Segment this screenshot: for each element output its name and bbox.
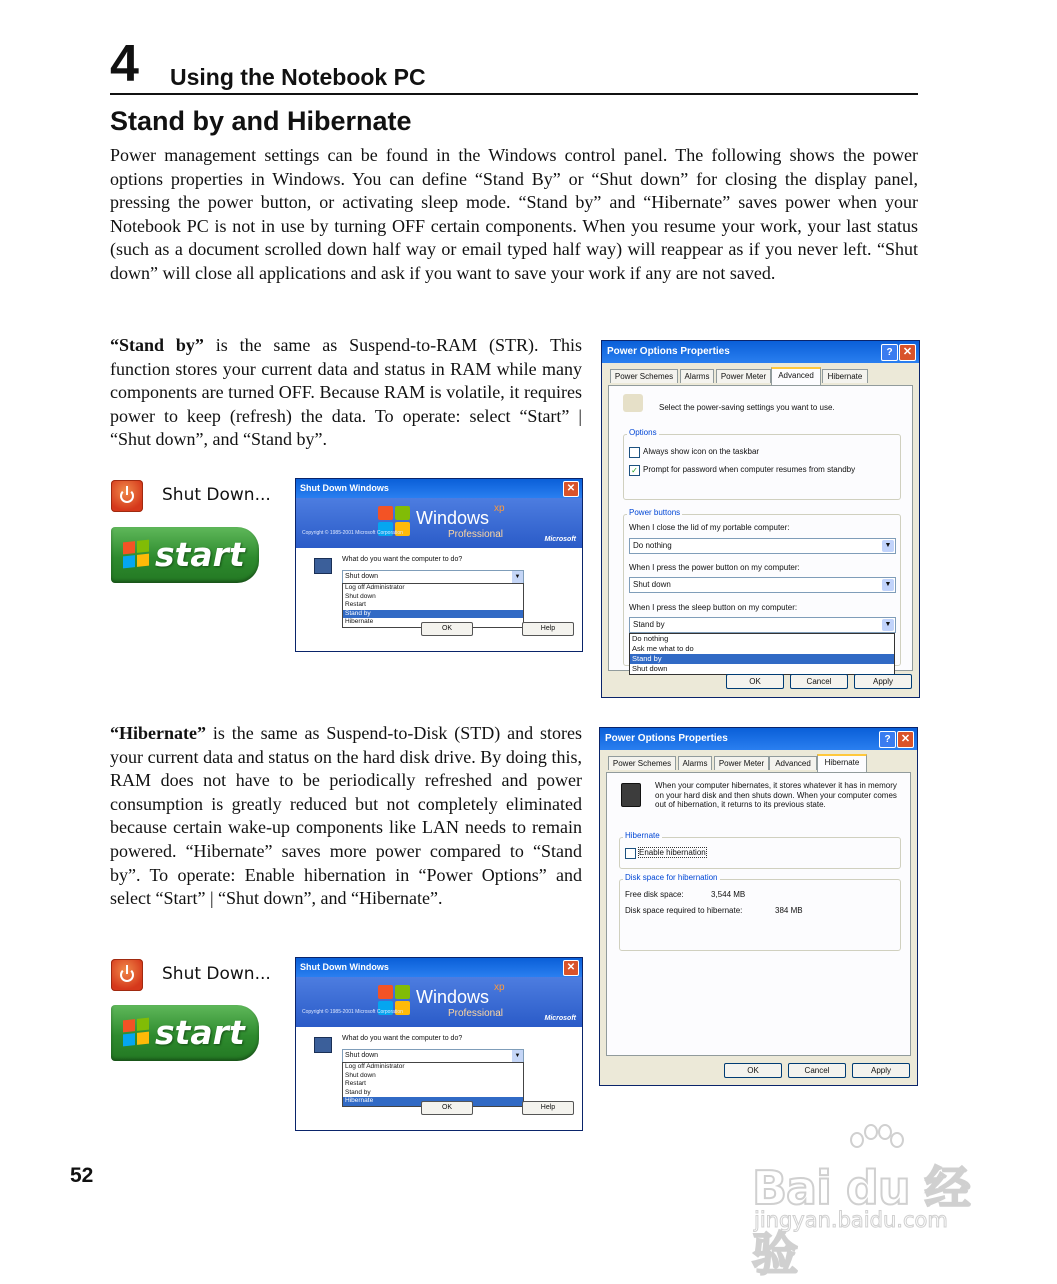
- power-button-label: When I press the power button on my computer:: [629, 563, 800, 572]
- shutdown-label: Shut Down...: [162, 964, 271, 984]
- tab-advanced[interactable]: Advanced: [771, 367, 821, 385]
- intro-paragraph: Power management settings can be found in the Windows control panel. The following shows the power options properties in Windows. You can define “Stand By” or “Shut down” for closing the display panel, pressing the power button, or activating sleep mode. “Stand by” and “Hibernate” saves power when your Notebook PC is not in use by turning OFF certain components. When you resume your work, your last status (such as a document scrolled down half way or email typed half way) will reappear as if you never left. “Shut down” will close all applications and ask if you want to save your work if any are not saved.: [110, 145, 918, 283]
- enable-hibernation-label: Enable hibernation: [639, 848, 706, 857]
- hibernate-term: “Hibernate”: [110, 723, 206, 743]
- shutdown-dialog-standby: [295, 478, 583, 652]
- option-restart[interactable]: Restart: [345, 601, 366, 609]
- windows-xp-banner: [296, 498, 582, 548]
- dialog-titlebar: [600, 728, 917, 750]
- close-icon[interactable]: ✕: [563, 481, 579, 497]
- sleep-option-standby[interactable]: Stand by: [630, 654, 894, 664]
- tab-hibernate[interactable]: Hibernate: [822, 369, 868, 383]
- brand-xp: xp: [494, 503, 505, 514]
- dialog-question: What do you want the computer to do?: [342, 556, 463, 563]
- baidu-watermark: [752, 1122, 1002, 1281]
- start-button[interactable]: [111, 527, 259, 583]
- watermark-url: jingyan.baidu.com: [754, 1208, 948, 1232]
- option-shutdown[interactable]: Shut down: [345, 1071, 376, 1079]
- hibernate-group-title: Hibernate: [625, 831, 660, 840]
- action-select-value: Shut down: [345, 573, 379, 580]
- option-hibernate[interactable]: Hibernate: [343, 1097, 523, 1106]
- tray-icon-checkbox[interactable]: [629, 447, 640, 458]
- tab-power-schemes[interactable]: Power Schemes: [608, 756, 676, 770]
- hibernate-panel: [606, 772, 911, 1056]
- lid-select-value: Do nothing: [633, 541, 672, 550]
- sleep-option-shutdown[interactable]: Shut down: [632, 664, 668, 673]
- action-select[interactable]: [342, 1049, 524, 1063]
- hibernate-intro: When your computer hibernates, it stores whatever it has in memory on your hard disk and then shuts down. When your computer comes out of hibernation, it returns to its previous state.: [655, 781, 897, 809]
- cancel-button[interactable]: Cancel: [788, 1063, 846, 1078]
- free-space-label: Free disk space:: [625, 890, 684, 899]
- option-logoff[interactable]: Log off Administrator: [345, 1063, 405, 1070]
- brand-edition: Professional: [448, 529, 504, 540]
- advanced-panel: [608, 385, 913, 671]
- dialog-titlebar: [296, 479, 582, 498]
- brand-edition: Professional: [448, 1008, 504, 1019]
- help-button[interactable]: Help: [522, 622, 574, 636]
- shutdown-label: Shut Down...: [162, 485, 271, 505]
- lid-label: When I close the lid of my portable computer:: [629, 523, 790, 532]
- tab-advanced[interactable]: Advanced: [769, 756, 817, 770]
- chevron-down-icon[interactable]: ▼: [882, 619, 894, 631]
- enable-hibernation-checkbox[interactable]: [625, 848, 636, 859]
- dialog-title: Power Options Properties: [605, 733, 728, 744]
- option-standby[interactable]: Stand by: [345, 1088, 371, 1096]
- chevron-down-icon[interactable]: ▼: [512, 1050, 523, 1062]
- dialog-body: [296, 1027, 582, 1131]
- chapter-title: Using the Notebook PC: [170, 64, 426, 90]
- help-button[interactable]: Help: [522, 1101, 574, 1115]
- required-space-value: 384 MB: [775, 906, 803, 915]
- option-standby[interactable]: Stand by: [343, 610, 523, 619]
- standby-term: “Stand by”: [110, 335, 204, 355]
- help-icon[interactable]: ?: [881, 344, 898, 361]
- sleep-button-label: When I press the sleep button on my computer:: [629, 603, 798, 612]
- tab-power-schemes[interactable]: Power Schemes: [610, 369, 678, 383]
- ok-button[interactable]: OK: [726, 674, 784, 689]
- hibernate-text: is the same as Suspend-to-Disk (STD) and stores your current data and status on the hard disk drive. By doing this, RAM does not have to be periodically refreshed and power consumption is greatly reduced but not completely eliminated because certain wake-up components like LAN needs to remain powered. “Hibernate” saves more power compared to “Stand by”. To operate: Enable hibernation in “Power Options” and select “Start” | “Shut down”, and “Hibernate”.: [110, 723, 582, 909]
- sleep-dropdown: [629, 633, 895, 675]
- copyright: Copyright © 1985-2001 Microsoft Corporation: [302, 530, 403, 536]
- apply-button[interactable]: Apply: [854, 674, 912, 689]
- page-number: 52: [70, 1164, 94, 1187]
- brand-footer: Microsoft: [544, 536, 576, 543]
- cancel-button[interactable]: Cancel: [790, 674, 848, 689]
- option-hibernate[interactable]: Hibernate: [345, 618, 374, 626]
- start-button[interactable]: [111, 1005, 259, 1061]
- chapter-number: 4: [110, 35, 139, 93]
- close-icon[interactable]: ✕: [563, 960, 579, 976]
- ok-button[interactable]: OK: [724, 1063, 782, 1078]
- windows-flag-icon: [123, 540, 149, 569]
- brand-footer: Microsoft: [544, 1015, 576, 1022]
- tray-icon-label: Always show icon on the taskbar: [643, 447, 760, 456]
- power-buttons-title: Power buttons: [629, 508, 681, 517]
- start-label: start: [155, 535, 245, 574]
- windows-flag-icon: [123, 1018, 149, 1047]
- action-select-value: Shut down: [345, 1052, 379, 1059]
- sleep-option-do-nothing[interactable]: Do nothing: [632, 634, 669, 643]
- option-shutdown[interactable]: Shut down: [345, 592, 376, 600]
- hibernate-icon: [621, 783, 641, 807]
- watermark-text: Bai du 经验: [752, 1161, 970, 1281]
- free-space-value: 3,544 MB: [711, 890, 746, 899]
- power-button-value: Shut down: [633, 580, 671, 589]
- required-space-label: Disk space required to hibernate:: [625, 906, 743, 915]
- brand-windows: Windows: [416, 508, 490, 528]
- option-restart[interactable]: Restart: [345, 1080, 366, 1088]
- close-icon[interactable]: ✕: [897, 731, 914, 748]
- tab-alarms[interactable]: Alarms: [678, 756, 712, 770]
- copyright: Copyright © 1985-2001 Microsoft Corporation: [302, 1009, 403, 1015]
- dialog-title: Shut Down Windows: [300, 483, 389, 493]
- chevron-down-icon[interactable]: ▼: [512, 571, 523, 583]
- computer-icon: [314, 1037, 332, 1053]
- power-options-advanced-dialog: [601, 340, 920, 698]
- chevron-down-icon[interactable]: ▼: [882, 540, 894, 552]
- windows-xp-banner: [296, 977, 582, 1027]
- password-checkbox[interactable]: ✓: [629, 465, 640, 476]
- dialog-title: Shut Down Windows: [300, 962, 389, 972]
- action-select[interactable]: [342, 570, 524, 584]
- brand-xp: xp: [494, 982, 505, 993]
- start-label: start: [155, 1013, 245, 1052]
- lid-select[interactable]: [629, 538, 896, 554]
- dialog-titlebar: [296, 958, 582, 977]
- tab-alarms[interactable]: Alarms: [680, 369, 714, 383]
- computer-icon: [314, 558, 332, 574]
- ok-button[interactable]: OK: [421, 1101, 473, 1115]
- header-rule: [110, 93, 918, 95]
- ok-button[interactable]: OK: [421, 622, 473, 636]
- power-icon: [111, 959, 143, 991]
- power-button-select[interactable]: [629, 577, 896, 593]
- shutdown-menu-item[interactable]: [111, 959, 281, 991]
- options-group-title: Options: [629, 428, 657, 437]
- password-label: Prompt for password when computer resumes from standby: [643, 465, 856, 474]
- power-icon: [111, 480, 143, 512]
- section-title: Stand by and Hibernate: [110, 106, 412, 136]
- help-icon[interactable]: ?: [879, 731, 896, 748]
- dialog-title: Power Options Properties: [607, 346, 730, 357]
- hibernate-paragraph: [110, 722, 582, 911]
- tab-power-meter[interactable]: Power Meter: [716, 369, 771, 383]
- power-options-hibernate-dialog: [599, 727, 918, 1086]
- option-logoff[interactable]: Log off Administrator: [345, 584, 405, 591]
- standby-text: is the same as Suspend-to-RAM (STR). This function stores your current data and status in RAM while many components are turned OFF. Because RAM is volatile, it requires power to keep (refresh) the data. To operate: select “Start” | “Shut down”, and “Stand by”.: [110, 335, 582, 450]
- power-settings-icon: [623, 394, 643, 412]
- apply-button[interactable]: Apply: [852, 1063, 910, 1078]
- advanced-intro: Select the power-saving settings you want to use.: [659, 403, 835, 412]
- sleep-button-value: Stand by: [633, 620, 665, 629]
- dialog-body: [296, 548, 582, 652]
- chevron-down-icon[interactable]: ▼: [882, 579, 894, 591]
- tab-hibernate[interactable]: Hibernate: [817, 754, 867, 772]
- disk-space-title: Disk space for hibernation: [625, 873, 718, 882]
- shutdown-dialog-hibernate: [295, 957, 583, 1131]
- brand-windows: Windows: [416, 987, 490, 1007]
- tab-power-meter[interactable]: Power Meter: [714, 756, 769, 770]
- close-icon[interactable]: ✕: [899, 344, 916, 361]
- dialog-titlebar: [602, 341, 919, 363]
- standby-paragraph: [110, 334, 582, 452]
- shutdown-menu-item[interactable]: [111, 480, 281, 512]
- sleep-option-ask[interactable]: Ask me what to do: [632, 644, 694, 653]
- sleep-button-select[interactable]: [629, 617, 896, 633]
- dialog-question: What do you want the computer to do?: [342, 1035, 463, 1042]
